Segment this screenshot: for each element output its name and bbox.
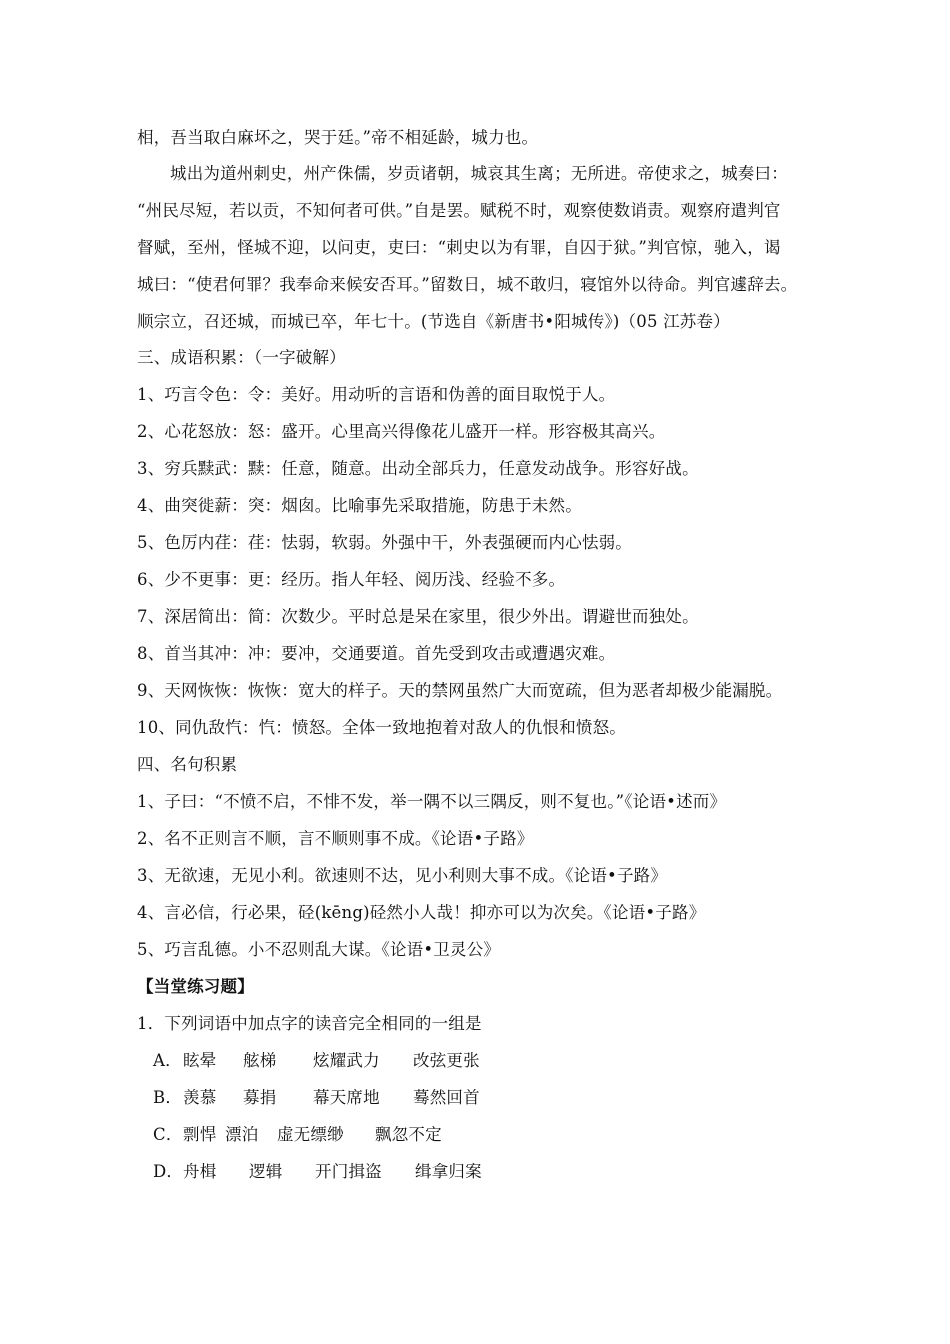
option-word: 剽悍 [183,1125,217,1144]
passage-line: 城曰：“使君何罪？我奉命来候安否耳。”留数日，城不敢归，寝馆外以待命。判官遽辞去。 [137,275,798,294]
idiom-item: 3、穷兵黩武：黩：任意，随意。出动全部兵力，任意发动战争。形容好战。 [137,459,699,478]
idiom-item: 6、少不更事：更：经历。指人年轻、阅历浅、经验不多。 [137,570,566,589]
passage-line: 城出为道州刺史，州产侏儒，岁贡诸朝，城哀其生离；无所进。帝使求之，城奏曰： [170,164,788,183]
option-b [153,1086,843,1110]
option-c [153,1123,843,1147]
option-label: D． [153,1162,184,1181]
option-word: 虚无缥缈 [277,1125,344,1144]
idiom-item: 10、同仇敌忾：忾：愤怒。全体一致地抱着对敌人的仇恨和愤怒。 [137,718,626,737]
idiom-item: 7、深居简出：简：次数少。平时总是呆在家里，很少外出。谓避世而独处。 [137,607,699,626]
option-word: 开门揖盗 [315,1162,382,1181]
option-label: B． [153,1088,183,1107]
idiom-item: 4、曲突徙薪：突：烟囱。比喻事先采取措施，防患于未然。 [137,496,582,515]
passage-line: “州民尽短，若以贡，不知何者可供。”自是罢。赋税不时，观察使数诮责。观察府遣判官 [137,201,781,220]
passage-line: 顺宗立，召还城，而城已卒，年七十。(节选自《新唐书•阳城传》)（05 江苏卷） [137,312,730,331]
idiom-item: 1、巧言令色：令：美好。用动听的言语和伪善的面目取悦于人。 [137,385,616,404]
quote-item: 2、名不正则言不顺，言不顺则事不成。《论语•子路》 [137,829,534,848]
option-word: 羡慕 [183,1088,217,1107]
idiom-item: 2、心花怒放：怒：盛开。心里高兴得像花儿盛开一样。形容极其高兴。 [137,422,666,441]
option-word: 募捐 [243,1088,277,1107]
section-heading: 三、成语积累：（一字破解） [137,348,346,367]
question-text: 1．下列词语中加点字的读音完全相同的一组是 [137,1014,482,1033]
practice-heading: 【当堂练习题】 [137,977,254,996]
idiom-item: 9、天网恢恢：恢恢：宽大的样子。天的禁网虽然广大而宽疏，但为恶者却极少能漏脱。 [137,681,783,700]
passage-line: 督赋，至州，怪城不迎，以问吏，吏曰：“刺史以为有罪，自囚于狱。”判官惊，驰入，谒 [137,238,781,257]
option-label: C． [153,1125,183,1144]
option-word: 幕天席地 [313,1088,380,1107]
option-d [153,1160,843,1184]
idiom-item: 8、首当其冲：冲：要冲，交通要道。首先受到攻击或遭遇灾难。 [137,644,616,663]
section-heading: 四、名句积累 [137,755,238,774]
option-word: 眩晕 [183,1051,217,1070]
idiom-item: 5、色厉内荏：荏：怯弱，软弱。外强中干，外表强硬而内心怯弱。 [137,533,632,552]
quote-item: 4、言必信，行必果，硁(kēng)硁然小人哉！抑亦可以为次矣。《论语•子路》 [137,903,706,922]
passage-line: 相，吾当取白麻坏之，哭于廷。”帝不相延龄，城力也。 [137,128,539,147]
quote-item: 1、子曰：“不愤不启，不悱不发，举一隅不以三隅反，则不复也。”《论语•述而》 [137,792,727,811]
option-word: 蓦然回首 [413,1088,480,1107]
option-word: 缉拿归案 [415,1162,482,1181]
quote-item: 5、巧言乱德。小不忍则乱大谋。《论语•卫灵公》 [137,940,501,959]
option-word: 炫耀武力 [313,1051,380,1070]
option-word: 逻辑 [249,1162,283,1181]
quote-item: 3、无欲速，无见小利。欲速则不达，见小利则大事不成。《论语•子路》 [137,866,668,885]
option-word: 改弦更张 [413,1051,480,1070]
option-word: 舟楫 [183,1162,217,1181]
option-a [153,1049,843,1073]
option-word: 舷梯 [243,1051,277,1070]
option-word: 飘忽不定 [375,1125,442,1144]
option-label: A． [153,1051,182,1070]
option-word: 漂泊 [225,1125,259,1144]
